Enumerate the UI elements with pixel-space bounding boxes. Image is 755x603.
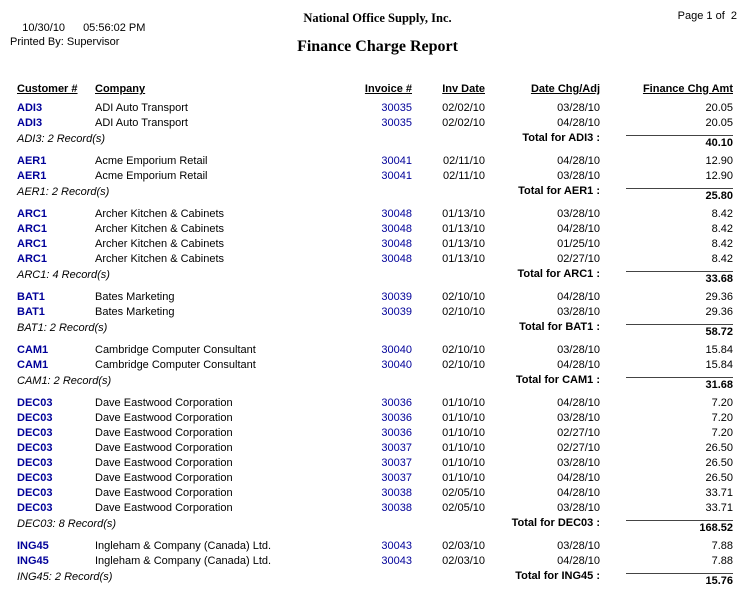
invoice-number-link[interactable]: 30048 <box>381 238 412 250</box>
col-header-inv-date: Inv Date <box>442 83 485 95</box>
company-name: Archer Kitchen & Cabinets <box>95 208 225 220</box>
date-chg-adj: 03/28/10 <box>557 502 600 514</box>
finance-charge-amount: 26.50 <box>705 457 733 469</box>
group-total-label: Total for AER1 : <box>518 185 600 197</box>
company-name: Bates Marketing <box>95 291 175 303</box>
company-name: Dave Eastwood Corporation <box>95 487 233 499</box>
customer-id-link[interactable]: ING45 <box>17 540 49 552</box>
customer-id-link[interactable]: DEC03 <box>17 502 53 514</box>
group-footer <box>17 516 733 536</box>
company-name: Dave Eastwood Corporation <box>95 457 233 469</box>
customer-id-link[interactable]: ARC1 <box>17 253 47 265</box>
table-row <box>17 411 733 426</box>
invoice-number-link[interactable]: 30036 <box>381 427 412 439</box>
invoice-date: 01/10/10 <box>442 427 485 439</box>
group-total-amount: 15.76 <box>626 573 733 587</box>
record-count-note: ARC1: 4 Record(s) <box>17 269 110 281</box>
finance-charge-amount: 29.36 <box>705 291 733 303</box>
invoice-date: 02/10/10 <box>442 291 485 303</box>
company-name-title: National Office Supply, Inc. <box>303 11 452 25</box>
customer-id-link[interactable]: CAM1 <box>17 359 49 371</box>
group-footer <box>17 267 733 287</box>
table-row <box>17 207 733 222</box>
table-row <box>17 554 733 569</box>
print-date: 10/30/10 <box>22 22 66 34</box>
col-header-finance-chg-amt: Finance Chg Amt <box>642 83 733 95</box>
date-chg-adj: 03/28/10 <box>557 344 600 356</box>
company-name: Cambridge Computer Consultant <box>95 344 256 356</box>
col-header-date-chg-adj: Date Chg/Adj <box>530 83 600 95</box>
table-header-row <box>17 82 733 98</box>
group-footer <box>17 320 733 340</box>
report-table <box>17 82 733 592</box>
customer-id-link[interactable]: AER1 <box>17 155 47 167</box>
record-count-note: DEC03: 8 Record(s) <box>17 518 117 530</box>
date-chg-adj: 03/28/10 <box>557 412 600 424</box>
invoice-number-link[interactable]: 30035 <box>381 102 412 114</box>
invoice-date: 02/02/10 <box>442 102 485 114</box>
group-total-label: Total for BAT1 : <box>519 321 600 333</box>
invoice-number-link[interactable]: 30048 <box>381 253 412 265</box>
finance-charge-amount: 20.05 <box>705 102 733 114</box>
customer-id-link[interactable]: BAT1 <box>17 291 45 303</box>
finance-charge-amount: 12.90 <box>705 170 733 182</box>
company-name: Dave Eastwood Corporation <box>95 412 233 424</box>
date-chg-adj: 03/28/10 <box>557 102 600 114</box>
customer-id-link[interactable]: DEC03 <box>17 472 53 484</box>
table-row <box>17 101 733 116</box>
invoice-date: 01/13/10 <box>442 238 485 250</box>
invoice-date: 01/10/10 <box>442 472 485 484</box>
group-footer <box>17 569 733 589</box>
report-title: Finance Charge Report <box>297 38 458 55</box>
report-body <box>17 101 733 589</box>
date-chg-adj: 04/28/10 <box>557 487 600 499</box>
invoice-number-link[interactable]: 30037 <box>381 472 412 484</box>
company-name: Dave Eastwood Corporation <box>95 472 233 484</box>
finance-charge-amount: 7.88 <box>711 555 733 567</box>
date-chg-adj: 02/27/10 <box>557 253 600 265</box>
customer-group <box>17 154 733 204</box>
customer-group <box>17 539 733 589</box>
invoice-number-link[interactable]: 30040 <box>381 359 412 371</box>
customer-id-link[interactable]: DEC03 <box>17 442 53 454</box>
invoice-number-link[interactable]: 30040 <box>381 344 412 356</box>
customer-id-link[interactable]: DEC03 <box>17 487 53 499</box>
customer-group <box>17 207 733 287</box>
group-total-label: Total for ADI3 : <box>522 132 600 144</box>
customer-id-link[interactable]: ADI3 <box>17 117 43 129</box>
invoice-date: 01/13/10 <box>442 223 485 235</box>
date-chg-adj: 03/28/10 <box>557 306 600 318</box>
table-row <box>17 154 733 169</box>
date-chg-adj: 03/28/10 <box>557 208 600 220</box>
company-name: Dave Eastwood Corporation <box>95 427 233 439</box>
group-footer <box>17 373 733 393</box>
invoice-number-link[interactable]: 30043 <box>381 555 412 567</box>
invoice-date: 01/13/10 <box>442 208 485 220</box>
invoice-date: 01/13/10 <box>442 253 485 265</box>
company-name: ADI Auto Transport <box>95 117 188 129</box>
finance-charge-amount: 8.42 <box>711 208 733 220</box>
invoice-date: 02/03/10 <box>442 555 485 567</box>
customer-id-link[interactable]: ARC1 <box>17 238 47 250</box>
finance-charge-amount: 7.20 <box>711 412 733 424</box>
table-row <box>17 426 733 441</box>
invoice-date: 02/11/10 <box>442 170 485 182</box>
invoice-date: 02/10/10 <box>442 344 485 356</box>
date-chg-adj: 04/28/10 <box>557 117 600 129</box>
company-name: Acme Emporium Retail <box>95 170 208 182</box>
table-row <box>17 252 733 267</box>
company-name: Ingleham & Company (Canada) Ltd. <box>95 540 272 552</box>
finance-charge-amount: 8.42 <box>711 223 733 235</box>
date-chg-adj: 04/28/10 <box>557 291 600 303</box>
invoice-number-link[interactable]: 30039 <box>381 306 412 318</box>
company-name: Dave Eastwood Corporation <box>95 397 233 409</box>
invoice-number-link[interactable]: 30048 <box>381 208 412 220</box>
invoice-number-link[interactable]: 30037 <box>381 457 412 469</box>
finance-charge-amount: 7.88 <box>711 540 733 552</box>
customer-id-link[interactable]: AER1 <box>17 170 47 182</box>
print-time: 05:56:02 PM <box>83 22 146 34</box>
invoice-date: 01/10/10 <box>442 442 485 454</box>
table-row <box>17 456 733 471</box>
group-total-amount: 31.68 <box>626 377 733 391</box>
group-footer <box>17 184 733 204</box>
company-name: Cambridge Computer Consultant <box>95 359 256 371</box>
invoice-number-link[interactable]: 30048 <box>381 223 412 235</box>
finance-charge-amount: 12.90 <box>705 155 733 167</box>
customer-id-link[interactable]: DEC03 <box>17 412 53 424</box>
table-row <box>17 471 733 486</box>
customer-id-link[interactable]: ADI3 <box>17 102 43 114</box>
finance-charge-amount: 20.05 <box>705 117 733 129</box>
invoice-date: 01/10/10 <box>442 457 485 469</box>
date-chg-adj: 03/28/10 <box>557 170 600 182</box>
date-chg-adj: 04/28/10 <box>557 472 600 484</box>
customer-id-link[interactable]: BAT1 <box>17 306 45 318</box>
customer-id-link[interactable]: DEC03 <box>17 427 53 439</box>
record-count-note: ADI3: 2 Record(s) <box>17 133 106 145</box>
record-count-note: CAM1: 2 Record(s) <box>17 375 112 387</box>
invoice-date: 02/10/10 <box>442 306 485 318</box>
invoice-number-link[interactable]: 30036 <box>381 397 412 409</box>
group-total-label: Total for ARC1 : <box>517 268 600 280</box>
table-row <box>17 396 733 411</box>
group-footer <box>17 131 733 151</box>
customer-id-link[interactable]: ING45 <box>17 555 49 567</box>
col-header-company: Company <box>95 83 146 95</box>
customer-group <box>17 343 733 393</box>
group-total-amount: 58.72 <box>626 324 733 338</box>
date-chg-adj: 04/28/10 <box>557 397 600 409</box>
group-total-label: Total for CAM1 : <box>515 374 600 386</box>
invoice-date: 02/05/10 <box>442 502 485 514</box>
company-name: Dave Eastwood Corporation <box>95 442 233 454</box>
col-header-customer: Customer # <box>17 83 78 95</box>
invoice-date: 01/10/10 <box>442 397 485 409</box>
group-total-amount: 33.68 <box>626 271 733 285</box>
table-row <box>17 305 733 320</box>
finance-charge-amount: 8.42 <box>711 253 733 265</box>
table-row <box>17 486 733 501</box>
date-chg-adj: 01/25/10 <box>557 238 600 250</box>
customer-id-link[interactable]: DEC03 <box>17 457 53 469</box>
invoice-number-link[interactable]: 30038 <box>381 487 412 499</box>
date-chg-adj: 04/28/10 <box>557 155 600 167</box>
invoice-number-link[interactable]: 30035 <box>381 117 412 129</box>
finance-charge-amount: 7.20 <box>711 397 733 409</box>
invoice-date: 02/11/10 <box>442 155 485 167</box>
customer-group <box>17 101 733 151</box>
date-chg-adj: 02/27/10 <box>557 427 600 439</box>
customer-id-link[interactable]: CAM1 <box>17 344 49 356</box>
table-row <box>17 116 733 131</box>
table-row <box>17 222 733 237</box>
finance-charge-amount: 7.20 <box>711 427 733 439</box>
page-indicator: Page 1 of 2 <box>677 10 737 22</box>
table-row <box>17 290 733 305</box>
invoice-number-link[interactable]: 30043 <box>381 540 412 552</box>
invoice-number-link[interactable]: 30041 <box>381 155 412 167</box>
invoice-date: 01/10/10 <box>442 412 485 424</box>
table-row <box>17 501 733 516</box>
customer-id-link[interactable]: ARC1 <box>17 208 47 220</box>
date-chg-adj: 03/28/10 <box>557 540 600 552</box>
date-chg-adj: 04/28/10 <box>557 555 600 567</box>
group-total-amount: 25.80 <box>626 188 733 202</box>
group-total-amount: 168.52 <box>626 520 733 534</box>
customer-group <box>17 290 733 340</box>
table-row <box>17 343 733 358</box>
col-header-invoice: Invoice # <box>364 83 412 95</box>
customer-group <box>17 396 733 536</box>
table-row <box>17 237 733 252</box>
invoice-number-link[interactable]: 30036 <box>381 412 412 424</box>
company-name: Archer Kitchen & Cabinets <box>95 238 225 250</box>
printed-by-label: Printed By: Supervisor <box>10 36 120 48</box>
finance-charge-amount: 33.71 <box>705 502 733 514</box>
invoice-date: 02/10/10 <box>442 359 485 371</box>
group-total-label: Total for DEC03 : <box>511 517 600 529</box>
record-count-note: BAT1: 2 Record(s) <box>17 322 108 334</box>
finance-charge-amount: 15.84 <box>705 359 733 371</box>
invoice-number-link[interactable]: 30038 <box>381 502 412 514</box>
invoice-date: 02/02/10 <box>442 117 485 129</box>
date-chg-adj: 03/28/10 <box>557 457 600 469</box>
date-chg-adj: 04/28/10 <box>557 359 600 371</box>
customer-id-link[interactable]: DEC03 <box>17 397 53 409</box>
table-row <box>17 358 733 373</box>
company-name: Acme Emporium Retail <box>95 155 208 167</box>
company-name: Ingleham & Company (Canada) Ltd. <box>95 555 272 567</box>
record-count-note: AER1: 2 Record(s) <box>17 186 110 198</box>
company-name: Bates Marketing <box>95 306 175 318</box>
group-total-label: Total for ING45 : <box>515 570 600 582</box>
group-total-amount: 40.10 <box>626 135 733 149</box>
customer-id-link[interactable]: ARC1 <box>17 223 47 235</box>
finance-charge-amount: 26.50 <box>705 472 733 484</box>
date-chg-adj: 02/27/10 <box>557 442 600 454</box>
company-name: Dave Eastwood Corporation <box>95 502 233 514</box>
company-name: ADI Auto Transport <box>95 102 188 114</box>
record-count-note: ING45: 2 Record(s) <box>17 571 113 583</box>
table-row <box>17 169 733 184</box>
invoice-number-link[interactable]: 30037 <box>381 442 412 454</box>
table-row <box>17 539 733 554</box>
invoice-number-link[interactable]: 30039 <box>381 291 412 303</box>
company-name: Archer Kitchen & Cabinets <box>95 253 225 265</box>
company-name: Archer Kitchen & Cabinets <box>95 223 225 235</box>
finance-charge-amount: 8.42 <box>711 238 733 250</box>
finance-charge-amount: 29.36 <box>705 306 733 318</box>
table-row <box>17 441 733 456</box>
date-chg-adj: 04/28/10 <box>557 223 600 235</box>
invoice-date: 02/03/10 <box>442 540 485 552</box>
finance-charge-amount: 15.84 <box>705 344 733 356</box>
invoice-date: 02/05/10 <box>442 487 485 499</box>
finance-charge-amount: 26.50 <box>705 442 733 454</box>
finance-charge-amount: 33.71 <box>705 487 733 499</box>
invoice-number-link[interactable]: 30041 <box>381 170 412 182</box>
